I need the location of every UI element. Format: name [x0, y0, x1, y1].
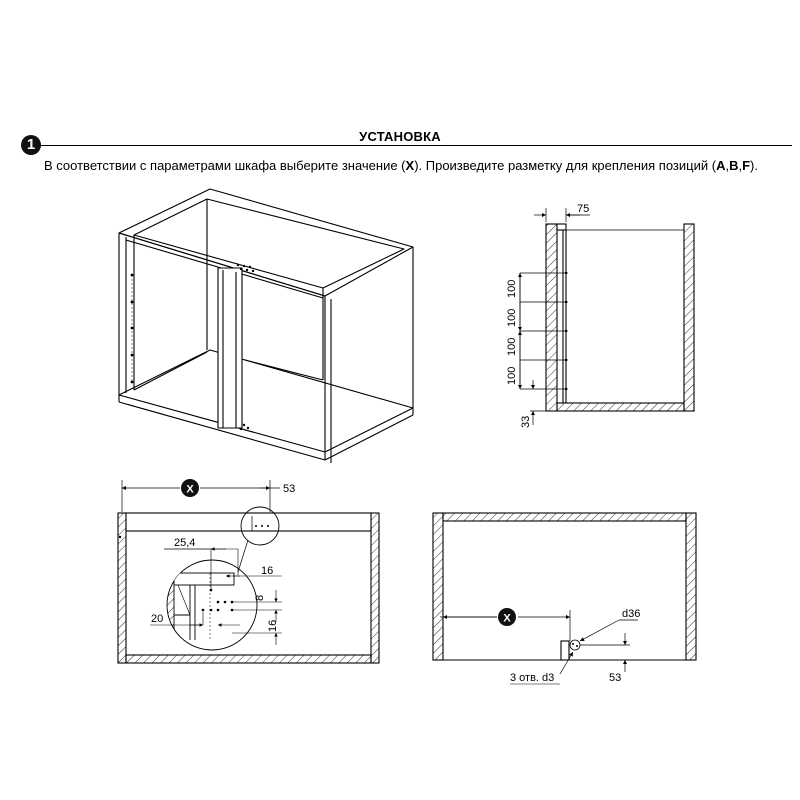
front-view-x-label: X	[503, 612, 511, 625]
side-dim-100-4: 100	[506, 366, 518, 385]
top-view-dim-53: 53	[283, 483, 296, 495]
side-panel-left	[546, 224, 557, 411]
instruction-part2: ). Произведите разметку для крепления позиций (	[414, 158, 717, 173]
side-top-rail	[557, 224, 566, 230]
instruction-b: B	[729, 158, 739, 173]
front-view-left-wall	[433, 513, 443, 660]
top-view-dim-16a: 16	[261, 565, 274, 577]
instruction-x: X	[405, 158, 415, 173]
top-view-front-rail	[126, 513, 371, 531]
instruction-part1: В соответствии с параметрами шкафа выберите значение (	[44, 158, 406, 173]
cabinet-isometric	[119, 189, 413, 463]
cabinet-side-holes	[131, 274, 134, 384]
side-section-view	[546, 224, 694, 411]
front-view-hole-d36	[570, 640, 580, 650]
side-dim-100-2: 100	[506, 308, 518, 327]
front-view-fitting	[561, 641, 569, 660]
instruction-f: F	[742, 158, 751, 173]
top-view-dim-20: 20	[151, 613, 164, 625]
instruction-comma1: ,	[725, 158, 730, 173]
side-dim-100-3: 100	[506, 337, 518, 356]
top-view-dim-25-4: 25,4	[174, 537, 196, 549]
top-view-back-wall	[126, 655, 371, 663]
top-view-x-label: X	[186, 483, 194, 496]
instruction-comma2: ,	[738, 158, 743, 173]
top-view-left-wall	[118, 513, 126, 663]
section-title: УСТАНОВКА	[359, 129, 441, 144]
top-view-right-wall	[371, 513, 379, 663]
step-badge: 1	[21, 135, 41, 155]
front-view-right-wall	[686, 513, 696, 660]
top-view-dim-16b: 16	[267, 619, 279, 632]
top-view-detail	[160, 560, 257, 650]
instruction-a: A	[716, 158, 726, 173]
side-panel-right	[684, 224, 694, 411]
side-dim-75: 75	[577, 203, 590, 215]
top-view-dim-8: 8	[254, 594, 266, 601]
instruction-part3: ).	[750, 158, 758, 173]
front-view-holes-label: 3 отв. d3	[510, 672, 555, 684]
front-view-top-wall	[443, 513, 686, 521]
cabinet-top-outer	[119, 189, 413, 296]
cabinet-center-post	[218, 268, 242, 428]
front-view-dim-53: 53	[609, 672, 622, 684]
front-section-view	[433, 513, 696, 660]
side-dim-100-1: 100	[506, 279, 518, 298]
front-view-dim-d36: d36	[622, 608, 641, 620]
side-panel-bottom	[557, 403, 684, 411]
side-dim-33: 33	[520, 415, 532, 428]
